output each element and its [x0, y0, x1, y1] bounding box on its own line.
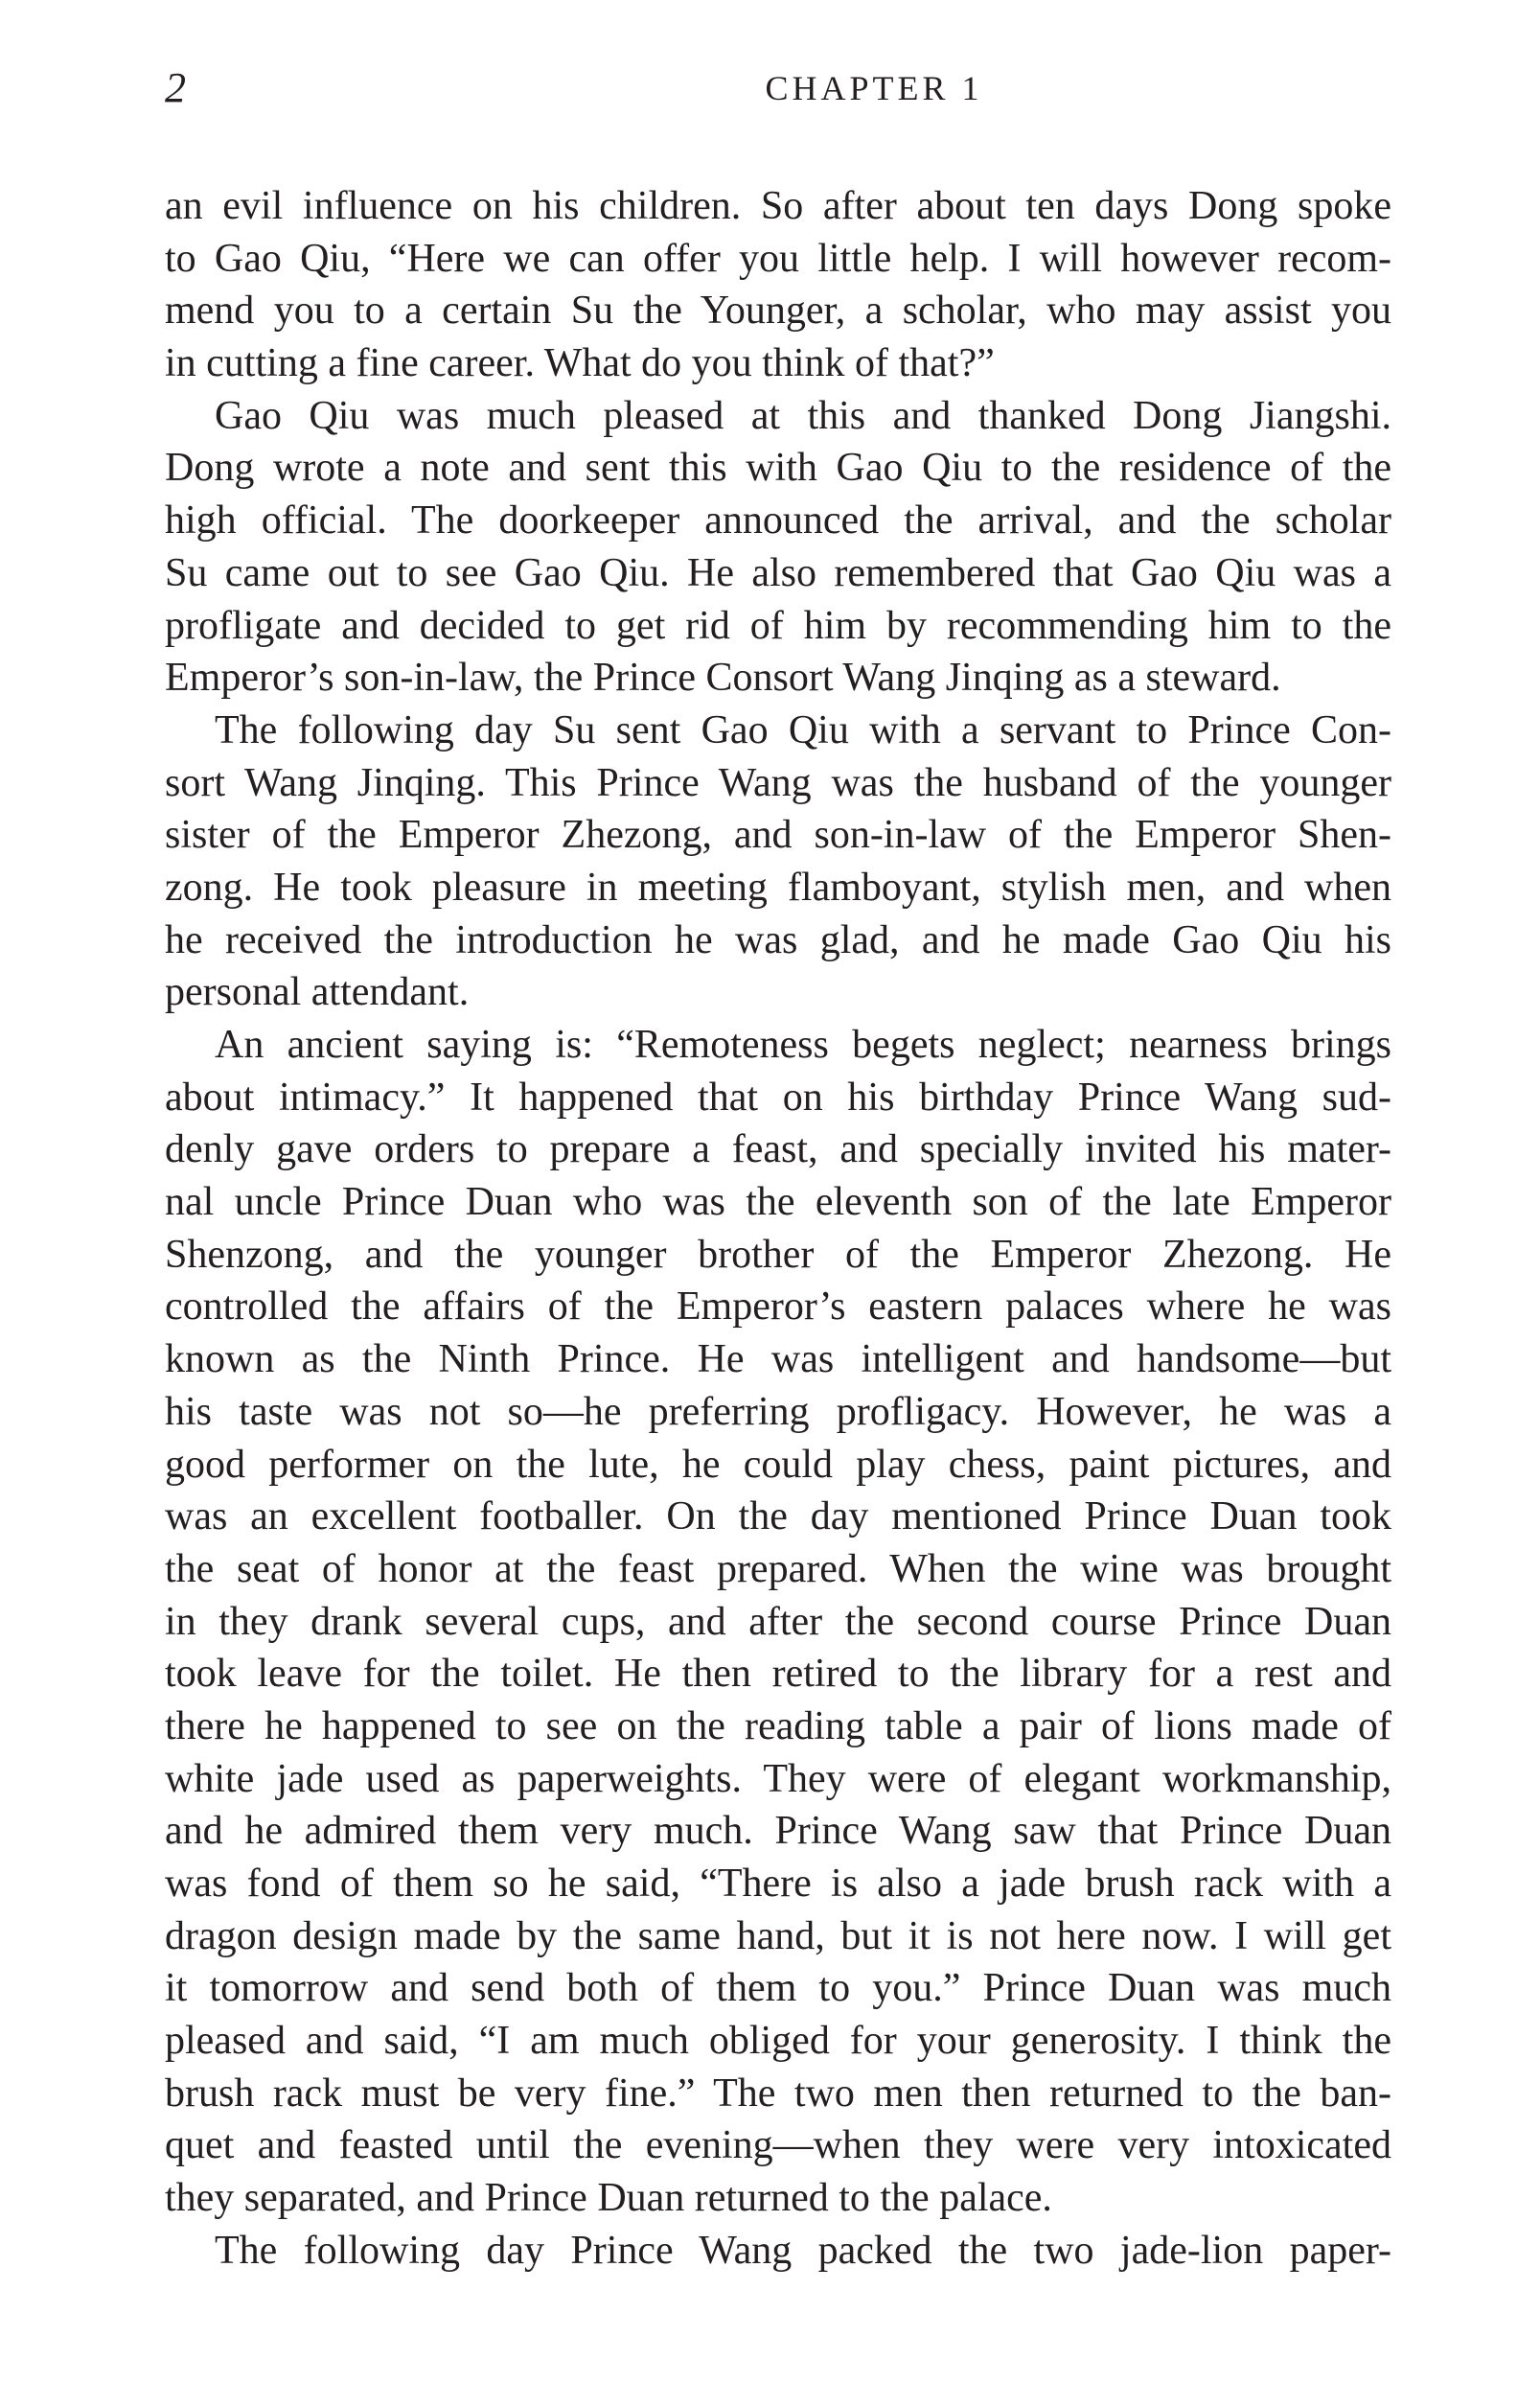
text-line: Emperor’s son-in-law, the Prince Consort Wang Jinqing as a steward.	[165, 656, 1281, 701]
text-line: in cutting a fine career. What do you think of that?”	[165, 341, 995, 386]
text-line: was fond of them so he said, “There is also a jade brush rack with a	[165, 1862, 1391, 1906]
text-line: high official. The doorkeeper announced the arrival, and the scholar	[165, 498, 1391, 544]
text-line: his taste was not so—he preferring profligacy. However, he was a	[165, 1389, 1391, 1434]
text-line: an evil influence on his children. So after about ten days Dong spoke	[165, 184, 1391, 228]
text-line: took leave for the toilet. He then retired to the library for a rest and	[165, 1652, 1391, 1697]
text-line: profligate and decided to get rid of him by recommending him to the	[165, 603, 1391, 648]
text-line: zong. He took pleasure in meeting flamboyant, stylish men, and when	[165, 865, 1391, 910]
text-line: pleased and said, “I am much obliged for your generosity. I think the	[165, 2019, 1391, 2064]
text-line: to Gao Qiu, “Here we can offer you little help. I will however recom-	[165, 236, 1391, 281]
text-line: Su came out to see Gao Qiu. He also remembered that Gao Qiu was a	[165, 550, 1391, 595]
text-line: Shenzong, and the younger brother of the Emperor Zhezong. He	[165, 1232, 1391, 1277]
text-line: The following day Su sent Gao Qiu with a servant to Prince Con-	[215, 707, 1391, 752]
text-line: Dong wrote a note and sent this with Gao Qiu to the residence of the	[165, 446, 1391, 491]
page-header	[165, 59, 1391, 117]
text-line: in they drank several cups, and after the second course Prince Duan	[165, 1599, 1391, 1644]
text-line: nal uncle Prince Duan who was the eleventh son of the late Emperor	[165, 1180, 1391, 1225]
text-line: quet and feasted until the evening—when they were very intoxicated	[165, 2123, 1391, 2168]
text-line: brush rack must be very fine.” The two men then returned to the ban-	[165, 2071, 1391, 2116]
text-line: white jade used as paperweights. They were of elegant workmanship,	[165, 1756, 1391, 1801]
text-line: was an excellent footballer. On the day mentioned Prince Duan took	[165, 1494, 1391, 1539]
text-line: controlled the affairs of the Emperor’s eastern palaces where he was	[165, 1284, 1391, 1330]
running-head: CHAPTER 1	[765, 69, 983, 107]
page-number: 2	[165, 64, 186, 111]
text-line: about intimacy.” It happened that on his birthday Prince Wang sud-	[165, 1075, 1391, 1120]
text-line: dragon design made by the same hand, but it is not here now. I will get	[165, 1913, 1391, 1958]
text-line: it tomorrow and send both of them to you.” Prince Duan was much	[165, 1966, 1391, 2011]
body-text	[165, 180, 1391, 2278]
text-line: An ancient saying is: “Remoteness begets neglect; nearness brings	[215, 1023, 1391, 1067]
text-line: there he happened to see on the reading table a pair of lions made of	[165, 1703, 1391, 1748]
text-line: Gao Qiu was much pleased at this and thanked Dong Jiangshi.	[215, 393, 1391, 438]
text-line: The following day Prince Wang packed the two jade-lion paper-	[215, 2228, 1391, 2273]
text-line: they separated, and Prince Duan returned to the palace.	[165, 2176, 1052, 2221]
text-line: the seat of honor at the feast prepared. When the wine was brought	[165, 1546, 1391, 1591]
text-line: sister of the Emperor Zhezong, and son-in-law of the Emperor Shen-	[165, 813, 1391, 858]
text-line: good performer on the lute, he could play chess, paint pictures, and	[165, 1442, 1391, 1487]
text-line: denly gave orders to prepare a feast, and specially invited his mater-	[165, 1127, 1391, 1172]
text-line: he received the introduction he was glad, and he made Gao Qiu his	[165, 917, 1391, 962]
text-line: and he admired them very much. Prince Wang saw that Prince Duan	[165, 1809, 1391, 1854]
text-line: personal attendant.	[165, 970, 470, 1015]
text-line: known as the Ninth Prince. He was intelligent and handsome—but	[165, 1337, 1391, 1382]
text-line: sort Wang Jinqing. This Prince Wang was the husband of the younger	[165, 760, 1391, 805]
text-line: mend you to a certain Su the Younger, a scholar, who may assist you	[165, 289, 1391, 334]
